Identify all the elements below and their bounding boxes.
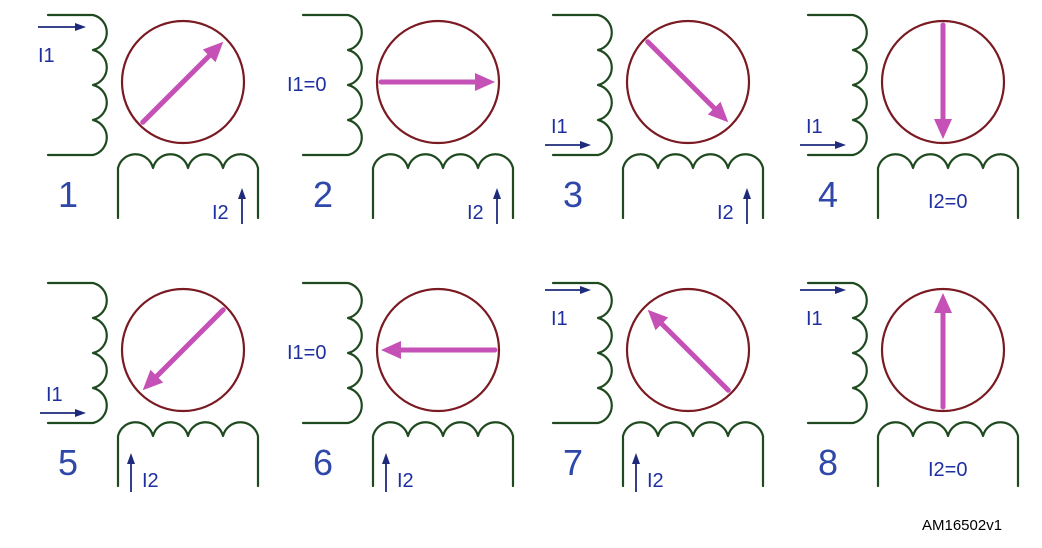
i2-label: I2 [717,202,734,224]
step-number: 1 [58,174,79,215]
i1-current-arrow [800,141,846,149]
current-arrow-head [743,188,751,199]
current-arrow-head [835,286,846,294]
coil-a-icon [553,283,612,423]
step-number: 6 [313,442,334,483]
current-arrow-head [238,188,246,199]
i1-label: I1 [551,308,568,330]
i1-label: I1 [551,116,568,138]
i1-label: I1=0 [287,74,327,96]
i1-current-arrow [40,409,86,417]
coil-a-icon [808,283,867,423]
step-number: 8 [818,442,839,483]
i1-label: I1 [38,45,55,67]
current-arrow-head [632,453,640,464]
i1-label: I1 [806,308,823,330]
i1-current-arrow [800,286,846,294]
figure-id-label: AM16502v1 [922,517,1003,534]
i2-current-arrow [238,188,246,224]
current-arrow-head [75,23,86,31]
i1-label: I1 [806,116,823,138]
step-panel-6 [287,283,513,492]
current-arrow-head [835,141,846,149]
current-arrow-head [127,453,135,464]
i1-label: I1=0 [287,342,327,364]
step-number: 3 [563,174,584,215]
coil-b-icon [373,154,513,218]
coil-b-icon [623,422,763,486]
step-panel-2 [287,15,513,224]
i2-label: I2 [397,470,414,492]
i2-label: I2=0 [928,191,968,213]
step-panel-1 [38,15,258,224]
current-arrow-head [580,286,591,294]
i2-label: I2 [142,470,159,492]
step-number: 4 [818,174,839,215]
step-number: 2 [313,174,334,215]
i2-label: I2 [212,202,229,224]
current-arrow-head [580,141,591,149]
coil-b-icon [118,422,258,486]
i1-current-arrow [545,286,591,294]
step-number: 7 [563,442,584,483]
coil-b-icon [373,422,513,486]
i2-current-arrow [493,188,501,224]
coil-b-icon [118,154,258,218]
step-panel-5 [40,283,258,492]
step-panel-3 [545,15,763,224]
i2-label: I2=0 [928,459,968,481]
step-panel-7 [545,283,763,492]
i2-label: I2 [647,470,664,492]
step-number: 5 [58,442,79,483]
i2-current-arrow [127,453,135,492]
i1-current-arrow [545,141,591,149]
step-panel-8 [800,283,1018,486]
coil-b-icon [623,154,763,218]
i1-label: I1 [46,384,63,406]
i2-label: I2 [467,202,484,224]
current-arrow-head [493,188,501,199]
i2-current-arrow [382,453,390,492]
step-panel-4 [800,15,1018,218]
i2-current-arrow [743,188,751,224]
current-arrow-head [382,453,390,464]
coil-a-icon [48,15,107,155]
i1-current-arrow [38,23,86,31]
i2-current-arrow [632,453,640,492]
current-arrow-head [75,409,86,417]
